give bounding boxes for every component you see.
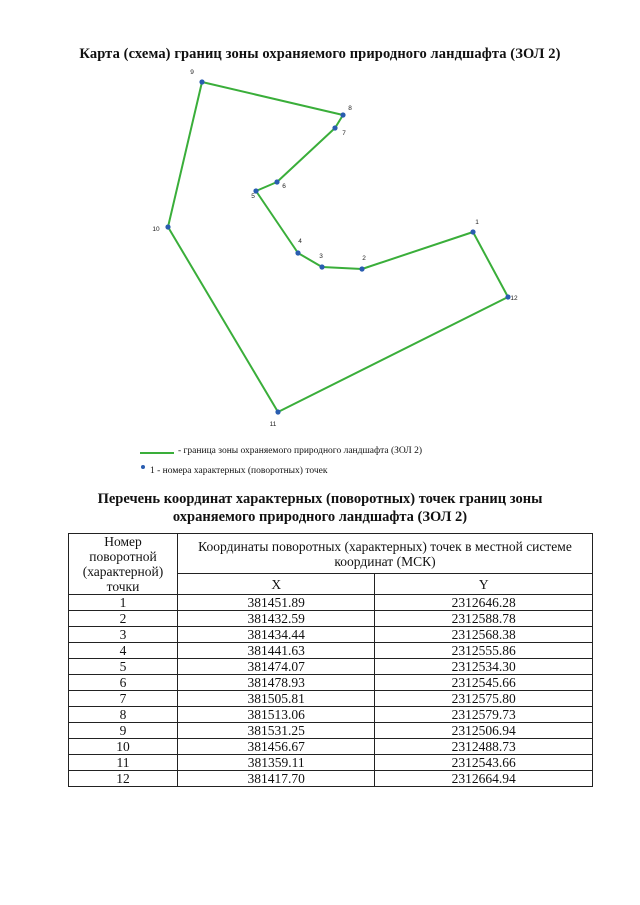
point-marker-3 <box>319 264 324 269</box>
cell-x: 381513.06 <box>178 707 375 723</box>
map-title: Карта (схема) границ зоны охраняемого природного ландшафта (ЗОЛ 2) <box>79 46 561 62</box>
legend-line-text: - граница зоны охраняемого природного ландшафта (ЗОЛ 2) <box>178 446 423 456</box>
header-y: Y <box>375 574 593 595</box>
point-marker-4 <box>295 250 300 255</box>
cell-x: 381456.67 <box>178 739 375 755</box>
point-label-6: 6 <box>282 183 286 190</box>
point-label-11: 11 <box>269 421 277 428</box>
cell-x: 381417.70 <box>178 771 375 787</box>
table-row <box>69 675 593 691</box>
cell-point-number: 8 <box>69 707 178 723</box>
table-row <box>69 659 593 675</box>
table-row <box>69 611 593 627</box>
point-label-9: 9 <box>190 69 194 76</box>
table-row <box>69 739 593 755</box>
legend-dot-swatch <box>141 465 145 469</box>
cell-y: 2312488.73 <box>375 739 593 755</box>
table-row <box>69 723 593 739</box>
cell-y: 2312664.94 <box>375 771 593 787</box>
cell-point-number: 6 <box>69 675 178 691</box>
legend-line-swatch <box>140 452 174 454</box>
cell-y: 2312588.78 <box>375 611 593 627</box>
point-marker-2 <box>359 266 364 271</box>
cell-x: 381474.07 <box>178 659 375 675</box>
table-row <box>69 755 593 771</box>
cell-point-number: 4 <box>69 643 178 659</box>
point-label-7: 7 <box>342 130 346 137</box>
header-coordinates: Координаты поворотных (характерных) точек в местной системе координат (МСК) <box>178 534 593 574</box>
boundary-map <box>0 0 640 440</box>
cell-point-number: 10 <box>69 739 178 755</box>
cell-x: 381432.59 <box>178 611 375 627</box>
table-row <box>69 595 593 611</box>
cell-y: 2312575.80 <box>375 691 593 707</box>
point-marker-11 <box>275 409 280 414</box>
legend-dot-text: 1 - номера характерных (поворотных) точек <box>150 466 328 476</box>
table-row <box>69 627 593 643</box>
point-label-1: 1 <box>475 219 479 226</box>
point-label-10: 10 <box>152 226 160 233</box>
point-label-12: 12 <box>510 295 518 302</box>
cell-y: 2312555.86 <box>375 643 593 659</box>
cell-x: 381531.25 <box>178 723 375 739</box>
cell-y: 2312545.66 <box>375 675 593 691</box>
cell-x: 381505.81 <box>178 691 375 707</box>
cell-x: 381478.93 <box>178 675 375 691</box>
coordinates-table <box>68 533 593 787</box>
cell-y: 2312568.38 <box>375 627 593 643</box>
cell-point-number: 2 <box>69 611 178 627</box>
point-label-3: 3 <box>319 253 323 260</box>
cell-y: 2312506.94 <box>375 723 593 739</box>
boundary-line <box>168 82 508 412</box>
cell-point-number: 7 <box>69 691 178 707</box>
point-label-2: 2 <box>362 255 366 262</box>
header-x: X <box>178 574 375 595</box>
cell-point-number: 3 <box>69 627 178 643</box>
cell-point-number: 1 <box>69 595 178 611</box>
cell-y: 2312543.66 <box>375 755 593 771</box>
point-marker-1 <box>470 229 475 234</box>
cell-x: 381434.44 <box>178 627 375 643</box>
point-marker-9 <box>199 79 204 84</box>
cell-x: 381451.89 <box>178 595 375 611</box>
table-row <box>69 643 593 659</box>
cell-point-number: 12 <box>69 771 178 787</box>
table-row <box>69 707 593 723</box>
table-row <box>69 691 593 707</box>
cell-point-number: 5 <box>69 659 178 675</box>
point-marker-10 <box>165 224 170 229</box>
cell-y: 2312534.30 <box>375 659 593 675</box>
table-row <box>69 771 593 787</box>
point-marker-7 <box>332 125 337 130</box>
cell-x: 381441.63 <box>178 643 375 659</box>
cell-point-number: 9 <box>69 723 178 739</box>
header-point-number: Номер поворотной (характерной) точки <box>69 534 178 595</box>
cell-y: 2312646.28 <box>375 595 593 611</box>
cell-y: 2312579.73 <box>375 707 593 723</box>
point-label-8: 8 <box>348 105 352 112</box>
table-title: Перечень координат характерных (поворотных) точек границ зоны охраняемого природного ландшафта (ЗОЛ 2) <box>97 491 543 525</box>
cell-x: 381359.11 <box>178 755 375 771</box>
point-label-5: 5 <box>251 193 255 200</box>
cell-point-number: 11 <box>69 755 178 771</box>
point-marker-6 <box>274 179 279 184</box>
point-marker-8 <box>340 112 345 117</box>
point-label-4: 4 <box>298 238 302 245</box>
